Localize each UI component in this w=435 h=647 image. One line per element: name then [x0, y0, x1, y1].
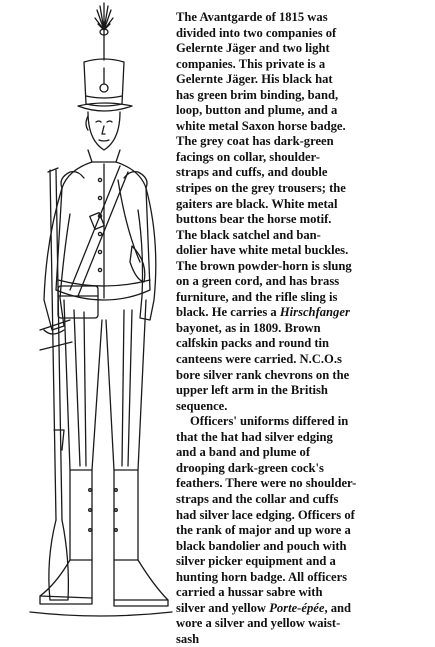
face: [86, 112, 120, 150]
text-segment: black. He carries a: [176, 305, 280, 320]
text-line: [176, 305, 432, 321]
text-line: facings on collar, shoulder-: [176, 149, 320, 164]
text-line: hunting horn badge. All officers: [176, 569, 348, 584]
text-line: The grey coat has dark-green: [176, 134, 334, 149]
text-line: bayonet, as in 1809. Brown: [176, 320, 321, 335]
text-line: gaiters are black. White metal: [176, 196, 338, 211]
text-line: stripes on the grey trousers; the: [176, 181, 346, 196]
caption-text: [176, 10, 432, 647]
text-line: white metal Saxon horse badge.: [176, 118, 346, 133]
collar: [88, 150, 120, 162]
italic-term: Porte-épée: [269, 600, 325, 615]
text-line: drooping dark-green cock's: [176, 460, 324, 475]
text-line: silver picker equipment and a: [176, 554, 336, 569]
text-line: upper left arm in the British: [176, 383, 328, 398]
text-line: on a green cord, and has brass: [176, 274, 340, 289]
text-line: loop, button and plume, and a: [176, 103, 338, 118]
text-line: carried a hussar sabre with: [176, 585, 323, 600]
text-line: that the hat had silver edging: [176, 429, 333, 444]
text-line: Gelernte Jäger. His black hat: [176, 72, 333, 87]
text-line: sequence.: [176, 398, 228, 413]
hat: [78, 59, 132, 111]
text-line: black bandolier and pouch with: [176, 538, 347, 553]
plume: [95, 3, 113, 60]
text-line: straps and the collar and cuffs: [176, 491, 339, 506]
text-line: calfskin packs and round tin: [176, 336, 330, 351]
text-segment: , and: [324, 600, 352, 615]
text-line: companies. This private is a: [176, 56, 326, 71]
text-line: and a band and plume of: [176, 445, 311, 460]
text-line: Gelernte Jäger and two light: [176, 41, 330, 56]
text-line: divided into two companies of: [176, 25, 337, 40]
soldier-illustration: [0, 0, 175, 638]
text-line: feathers. There were no shoulder-: [176, 476, 357, 491]
text-line: furniture, and the rifle sling is: [176, 289, 338, 304]
text-segment: silver and yellow: [176, 600, 270, 615]
trousers: [64, 300, 146, 470]
text-line: The black satchel and ban-: [176, 227, 321, 242]
text-line: canteens were carried. N.C.O.s: [176, 352, 342, 367]
text-line: had silver lace edging. Officers of: [176, 507, 355, 522]
italic-term: Hirschfanger: [279, 305, 350, 320]
text-line: buttons bear the horse motif.: [176, 212, 332, 227]
text-line: has green brim binding, band,: [176, 87, 339, 102]
text-line: sash: [176, 631, 200, 646]
text-line: [176, 601, 432, 617]
ground-line: [30, 612, 172, 616]
text-line: dolier have white metal buckles.: [176, 243, 349, 258]
text-line: bore silver rank chevrons on the: [176, 367, 350, 382]
text-line: The brown powder-horn is slung: [176, 258, 352, 273]
text-line: the rank of major and up wore a: [176, 523, 351, 538]
coat: [56, 162, 150, 300]
text-line: The Avantgarde of 1815 was: [176, 10, 328, 24]
text-line: Officers' uniforms differed in: [190, 414, 349, 429]
text-line: straps and cuffs, and double: [176, 165, 328, 180]
text-line: wore a silver and yellow waist-: [176, 616, 341, 631]
gaiters: [40, 470, 168, 606]
